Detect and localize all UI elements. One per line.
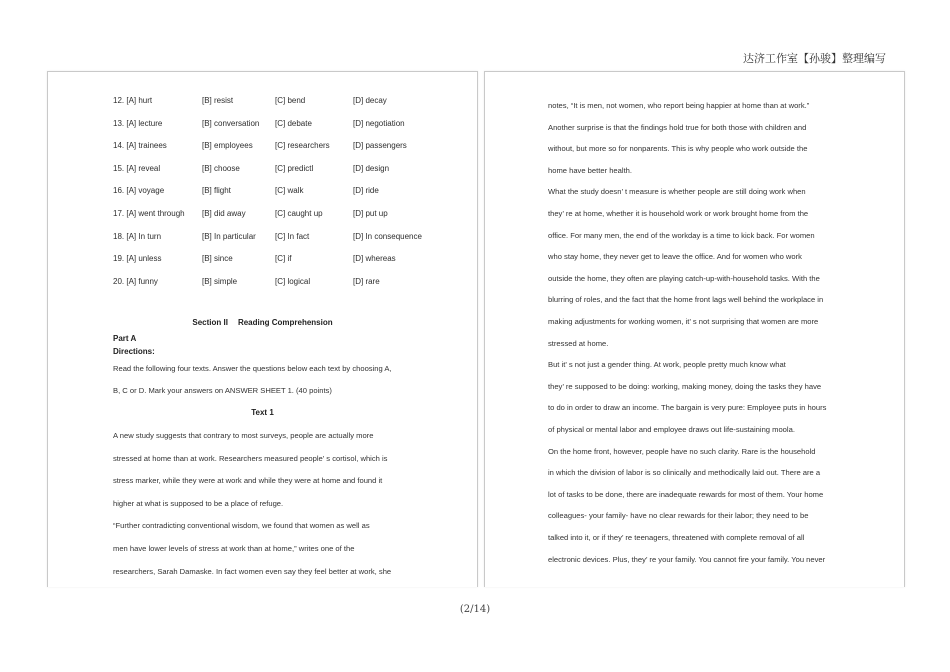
body-line: lot of tasks to be done, there are inadequate rewards for most of them. Your home bbox=[548, 489, 824, 499]
body-line: in which the division of labor is so clinically and methodically laid out. There are a bbox=[548, 468, 821, 478]
body-line: What the study doesn’ t measure is whether people are still doing work when bbox=[548, 187, 806, 197]
option-b: [B] employees bbox=[202, 141, 253, 151]
body-line: they’ re supposed to be doing: working, making money, doing the tasks they have bbox=[548, 381, 822, 391]
option-c: [C] In fact bbox=[275, 231, 310, 241]
body-line: blurring of roles, and the fact that the home front lags well behind the workplace in bbox=[548, 295, 824, 305]
option-row bbox=[113, 119, 453, 133]
option-c: [C] if bbox=[275, 254, 292, 264]
option-d: [D] rare bbox=[353, 276, 380, 286]
part-a-label: Part A bbox=[113, 334, 137, 343]
option-c: [C] bend bbox=[275, 96, 306, 105]
option-c: [C] logical bbox=[275, 276, 311, 286]
option-c: [C] walk bbox=[275, 186, 304, 196]
body-line: talked into it, or if they’ re teenagers, threatened with complete removal of all bbox=[548, 533, 805, 542]
section-number: Section II bbox=[192, 318, 228, 327]
body-line: stress marker, while they were at work and while they were at home and found it bbox=[113, 476, 383, 486]
option-c: [C] researchers bbox=[275, 141, 330, 151]
body-line: stressed at home than at work. Researchers measured people’ s cortisol, which is bbox=[113, 453, 388, 463]
body-line: higher at what is supposed to be a place of refuge. bbox=[113, 498, 284, 508]
directions-line: B, C or D. Mark your answers on ANSWER SHEET 1. (40 points) bbox=[113, 386, 332, 395]
option-a: 13. [A] lecture bbox=[113, 118, 163, 128]
option-b: [B] In particular bbox=[202, 231, 256, 241]
right-page bbox=[484, 71, 905, 587]
option-a: 18. [A] In turn bbox=[113, 231, 162, 241]
option-a: 19. [A] unless bbox=[113, 254, 162, 264]
option-b: [B] resist bbox=[202, 96, 234, 105]
option-a: 20. [A] funny bbox=[113, 276, 158, 286]
body-line: notes, “It is men, not women, who report being happier at home than at work.” bbox=[548, 101, 810, 110]
option-d: [D] decay bbox=[353, 96, 387, 105]
body-line: without, but more so for nonparents. This is why people who work outside the bbox=[548, 144, 808, 154]
body-line: colleagues- your family- have no clear rewards for their labor; they need to be bbox=[548, 511, 809, 521]
body-line: stressed at home. bbox=[548, 338, 609, 348]
option-c: [C] caught up bbox=[275, 209, 323, 218]
option-row bbox=[113, 254, 453, 268]
option-a: 12. [A] hurt bbox=[113, 96, 153, 105]
option-d: [D] whereas bbox=[353, 254, 396, 264]
option-a: 15. [A] reveal bbox=[113, 163, 161, 173]
option-row bbox=[113, 232, 453, 246]
option-b: [B] flight bbox=[202, 186, 231, 196]
body-line: home have better health. bbox=[548, 165, 633, 175]
body-line: making adjustments for working women, it’ s not surprising that women are more bbox=[548, 317, 819, 326]
option-row bbox=[113, 96, 453, 110]
option-b: [B] did away bbox=[202, 209, 246, 218]
body-line: Another surprise is that the findings hold true for both those with children and bbox=[548, 122, 807, 132]
option-d: [D] In consequence bbox=[353, 231, 422, 241]
body-line: to do in order to draw an income. The bargain is very pure: Employee puts in hours bbox=[548, 403, 827, 413]
section-title bbox=[48, 318, 477, 327]
body-line: men have lower levels of stress at work than at home,” writes one of the bbox=[113, 544, 355, 553]
option-a: 16. [A] voyage bbox=[113, 186, 165, 196]
option-d: [D] put up bbox=[353, 209, 388, 218]
option-b: [B] since bbox=[202, 254, 233, 264]
option-b: [B] conversation bbox=[202, 118, 260, 128]
body-line: But it’ s not just a gender thing. At work, people pretty much know what bbox=[548, 360, 786, 370]
body-line: “Further contradicting conventional wisdom, we found that women as well as bbox=[113, 521, 370, 531]
body-line: of physical or mental labor and employee draws out life-sustaining moola. bbox=[548, 425, 795, 434]
option-row bbox=[113, 141, 453, 155]
body-line: electronic devices. Plus, they’ re your family. You cannot fire your family. You never bbox=[548, 554, 826, 564]
option-a: 14. [A] trainees bbox=[113, 141, 167, 151]
option-d: [D] ride bbox=[353, 186, 379, 196]
directions-line: Read the following four texts. Answer the questions below each text by choosing A, bbox=[113, 364, 392, 373]
page-number: (2/14) bbox=[459, 604, 491, 615]
option-d: [D] passengers bbox=[353, 141, 407, 151]
left-page bbox=[47, 71, 478, 587]
body-line: A new study suggests that contrary to most surveys, people are actually more bbox=[113, 431, 374, 440]
option-b: [B] choose bbox=[202, 163, 240, 173]
header-note: 达济工作室【孙骏】整理编写 bbox=[743, 52, 886, 65]
option-d: [D] design bbox=[353, 163, 390, 173]
option-row bbox=[113, 277, 453, 291]
section-name: Reading Comprehension bbox=[237, 318, 333, 327]
body-line: researchers, Sarah Damaske. In fact women even say they feel better at work, she bbox=[113, 566, 392, 576]
directions-label: Directions: bbox=[113, 347, 155, 356]
body-line: they’ re at home, whether it is household work or work brought home from the bbox=[548, 209, 809, 218]
option-row bbox=[113, 209, 453, 223]
option-c: [C] predictl bbox=[275, 163, 314, 173]
option-b: [B] simple bbox=[202, 276, 238, 286]
option-a: 17. [A] went through bbox=[113, 209, 185, 218]
option-d: [D] negotiation bbox=[353, 118, 405, 128]
body-line: who stay home, they never get to leave the office. And for women who work bbox=[548, 252, 802, 262]
body-line: On the home front, however, people have no such clarity. Rare is the household bbox=[548, 446, 816, 456]
option-c: [C] debate bbox=[275, 118, 312, 128]
body-line: office. For many men, the end of the workday is a time to kick back. For women bbox=[548, 230, 815, 240]
option-row bbox=[113, 164, 453, 178]
text1-title: Text 1 bbox=[251, 408, 274, 417]
body-line: outside the home, they often are playing catch-up-with-household tasks. With the bbox=[548, 273, 820, 283]
option-row bbox=[113, 186, 453, 200]
